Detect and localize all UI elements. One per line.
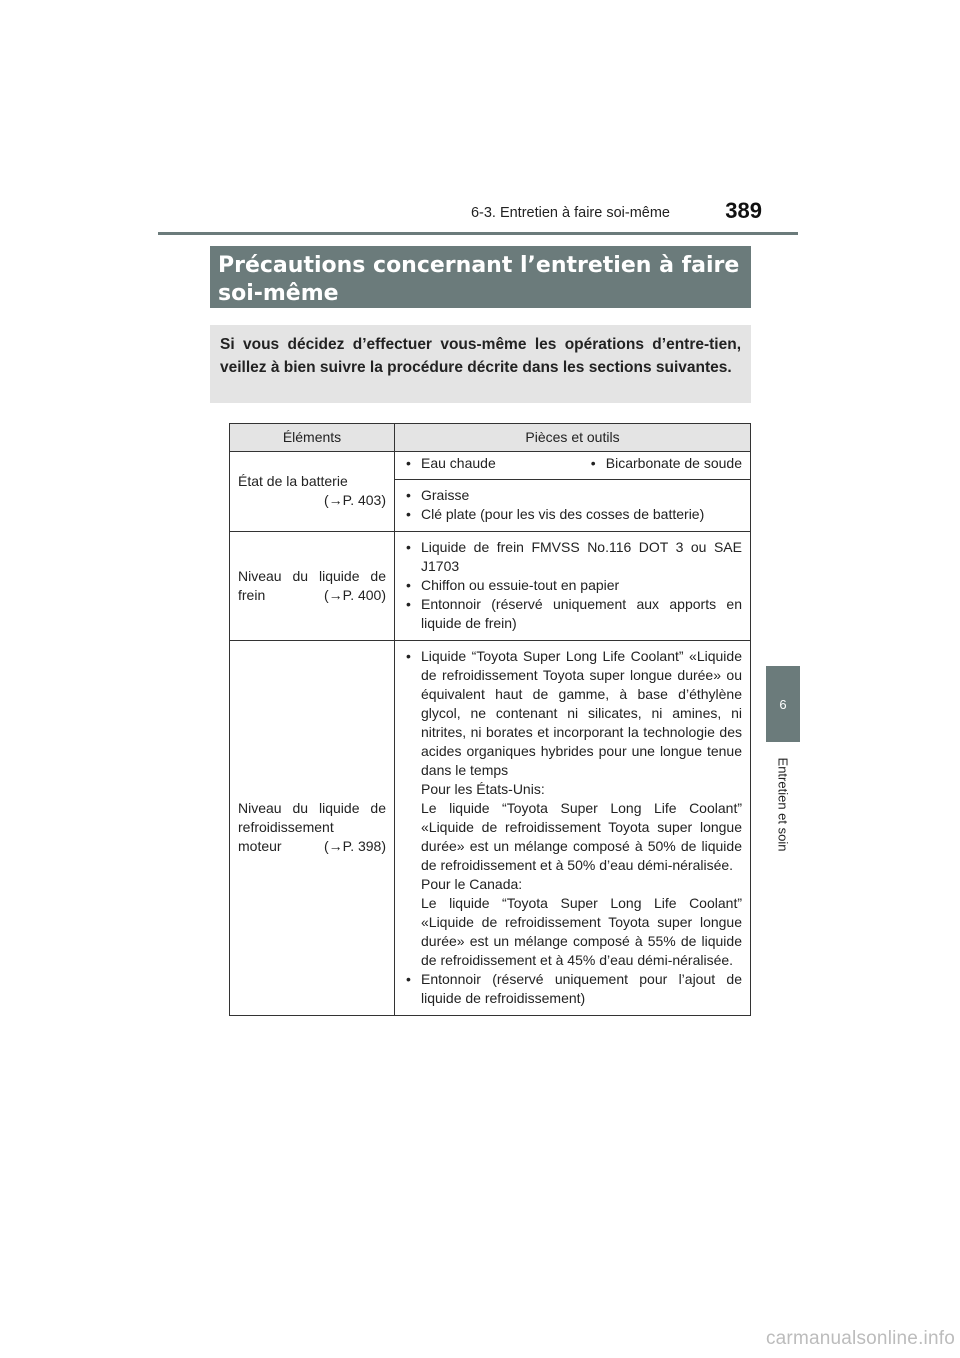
table-row	[230, 452, 751, 532]
list-item: • Entonnoir (réservé uniquement pour l’ajout de liquide de refroidissement)	[403, 970, 742, 1008]
element-label: moteur	[238, 838, 282, 854]
parts-cell	[395, 641, 751, 1016]
intro-note: Si vous décidez d’effectuer vous-même les opérations d’entre-tien, veillez à bien suivre la procédure décrite dans les sections suivantes.	[210, 325, 751, 403]
parts-cell	[395, 532, 751, 641]
page-reference: (→P. 403)	[324, 492, 386, 508]
list-item: • Graisse	[403, 486, 742, 505]
us-text: Le liquide “Toyota Super Long Life Coolant” «Liquide de refroidissement Toyota super longue durée» est un mélange composé à 50% de liquide de refroidissement et à 50% d’eau démi-néralisée.	[421, 800, 742, 873]
page-reference: (→P. 400)	[324, 586, 386, 603]
column-header-elements: Éléments	[230, 424, 395, 452]
element-cell	[230, 641, 395, 1016]
watermark: carmanualsonline.info	[765, 1328, 955, 1349]
list-item: • Liquide de frein FMVSS No.116 DOT 3 ou SAE J1703	[403, 538, 742, 576]
list-item: • Chiffon ou essuie-tout en papier	[403, 576, 742, 595]
section-heading: 6-3. Entretien à faire soi-même	[470, 205, 670, 221]
chapter-number: 6	[779, 696, 787, 712]
element-label: refroidissement	[238, 819, 334, 835]
page-number: 389	[725, 198, 762, 223]
canada-text: Le liquide “Toyota Super Long Life Coolant” «Liquide de refroidissement Toyota super longue durée» est un mélange composé à 55% de liquide de refroidissement et à 45% d’eau démi-néralisée.	[421, 895, 742, 968]
chapter-side-title	[766, 744, 800, 864]
column-header-parts: Pièces et outils	[395, 424, 751, 452]
table-row	[230, 532, 751, 641]
element-cell	[230, 532, 395, 641]
list-item: • Eau chaude	[403, 454, 496, 473]
chapter-title: Entretien et soin	[775, 757, 791, 851]
us-heading: Pour les États-Unis:	[421, 781, 545, 797]
list-item: • Bicarbonate de soude	[588, 454, 742, 473]
element-cell	[230, 452, 395, 532]
element-label: frein	[238, 586, 266, 603]
canada-heading: Pour le Canada:	[421, 876, 523, 892]
element-label: Niveau du liquide de	[238, 567, 386, 584]
parts-cell	[395, 452, 751, 532]
list-item: • Liquide “Toyota Super Long Life Coolant” «Liquide de refroidissement Toyota super longue durée» ou équivalent haut de gamme, à base d’éthylène glycol, ne contenant ni silicates, ni amines, ni nitrites, ni borates et incorporant la technologie des acides organiques hybrides pour une longue tenue dans le temps	[403, 647, 742, 780]
table-row	[230, 641, 751, 1016]
element-label: État de la batterie	[238, 473, 348, 489]
list-item: • Clé plate (pour les vis des cosses de batterie)	[403, 505, 742, 524]
list-item: • Entonnoir (réservé uniquement aux apports en liquide de frein)	[403, 595, 742, 633]
page-title: Précautions concernant l’entretien à faire soi-même	[210, 246, 751, 308]
table-header-row	[230, 424, 751, 452]
chapter-tab[interactable]	[766, 666, 800, 742]
parts-row-split	[395, 454, 750, 480]
header-divider	[158, 232, 798, 235]
element-label: Niveau du liquide de	[238, 800, 386, 816]
element-label-line	[238, 837, 386, 856]
page-reference: (→P. 398)	[324, 838, 386, 854]
element-label-line	[238, 586, 386, 605]
parts-table	[229, 423, 751, 1016]
